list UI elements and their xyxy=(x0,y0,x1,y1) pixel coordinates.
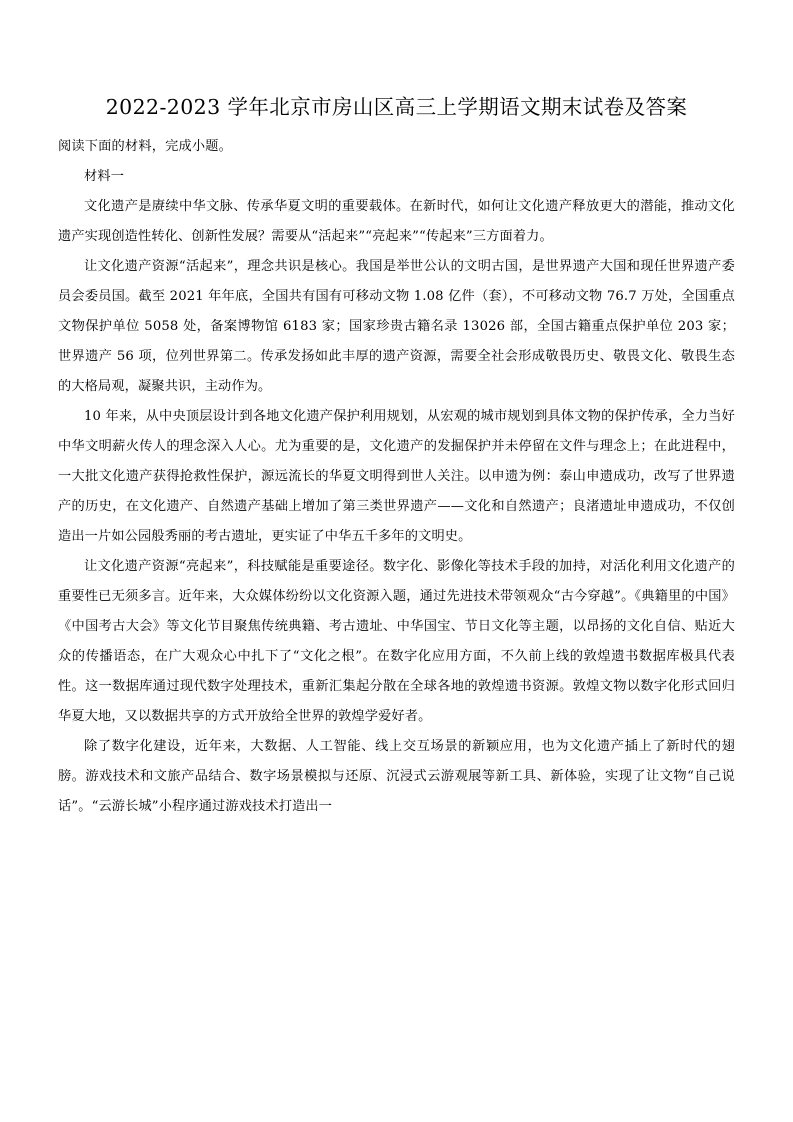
paragraph: 文化遗产是赓续中华文脉、传承华夏文明的重要载体。在新时代，如何让文化遗产释放更大的潜能，推动文化遗产实现创造性转化、创新性发展？需要从“活起来”“亮起来”“传起来”三方面着力。 xyxy=(58,199,735,244)
section-label: 材料一 xyxy=(84,169,125,184)
lead-instruction: 阅读下面的材料，完成小题。 xyxy=(58,139,233,154)
paragraph: 10 年来，从中央顶层设计到各地文化遗产保护利用规划，从宏观的城市规划到具体文物的保护传承，全力当好中华文明薪火传人的理念深入人心。尤为重要的是，文化遗产的发掘保护并未停留在文件与理念上；在此进程中，一大批文化遗产获得抢救性保护，源远流长的华夏文明得到世人关注。以申遗为例：泰山申遗成功，改写了世界遗产的历史，在文化遗产、自然遗产基础上增加了第三类世界遗产——文化和自然遗产；良渚遗址申遗成功，不仅创造出一片如公园般秀丽的考古遗址，更实证了中华五千多年的文明史。 xyxy=(58,409,735,544)
paragraph: 除了数字化建设，近年来，大数据、人工智能、线上交互场景的新颖应用，也为文化遗产插上了新时代的翅膀。游戏技术和文旅产品结合、数字场景模拟与还原、沉浸式云游观展等新工具、新体验，实现了让文物“自己说话”。“云游长城”小程序通过游戏技术打造出一 xyxy=(58,739,735,814)
page-title: 2022-2023 学年北京市房山区高三上学期语文期末试卷及答案 xyxy=(105,95,688,119)
paragraph: 让文化遗产资源“亮起来”，科技赋能是重要途径。数字化、影像化等技术手段的加持，对活化利用文化遗产的重要性已无须多言。近年来，大众媒体纷纷以文化资源入题，通过先进技术带领观众“古今穿越”。《典籍里的中国》《中国考古大会》等文化节目聚焦传统典籍、考古遗址、中华国宝、节日文化等主题，以昂扬的文化自信、贴近大众的传播语态，在广大观众心中扎下了“文化之根”。在数字化应用方面，不久前上线的敦煌遗书数据库极具代表性。这一数据库通过现代数字处理技术，重新汇集起分散在全球各地的敦煌遗书资源。敦煌文物以数字化形式回归华夏大地，又以数据共享的方式开放给全世界的敦煌学爱好者。 xyxy=(58,559,735,724)
paragraph: 让文化遗产资源“活起来”，理念共识是核心。我国是举世公认的文明古国，是世界遗产大国和现任世界遗产委员会委员国。截至 2021 年年底，全国共有国有可移动文物 1.08 亿件（套），不可移动文物 76.7 万处，全国重点文物保护单位 5058 处，备案博物馆 6183 家；国家珍贵古籍名录 13026 部，全国古籍重点保护单位 203 家；世界遗产 56 项，位列世界第二。传承发扬如此丰厚的遗产资源，需要全社会形成敬畏历史、敬畏文化、敬畏生态的大格局观，凝聚共识，主动作为。 xyxy=(58,259,735,394)
